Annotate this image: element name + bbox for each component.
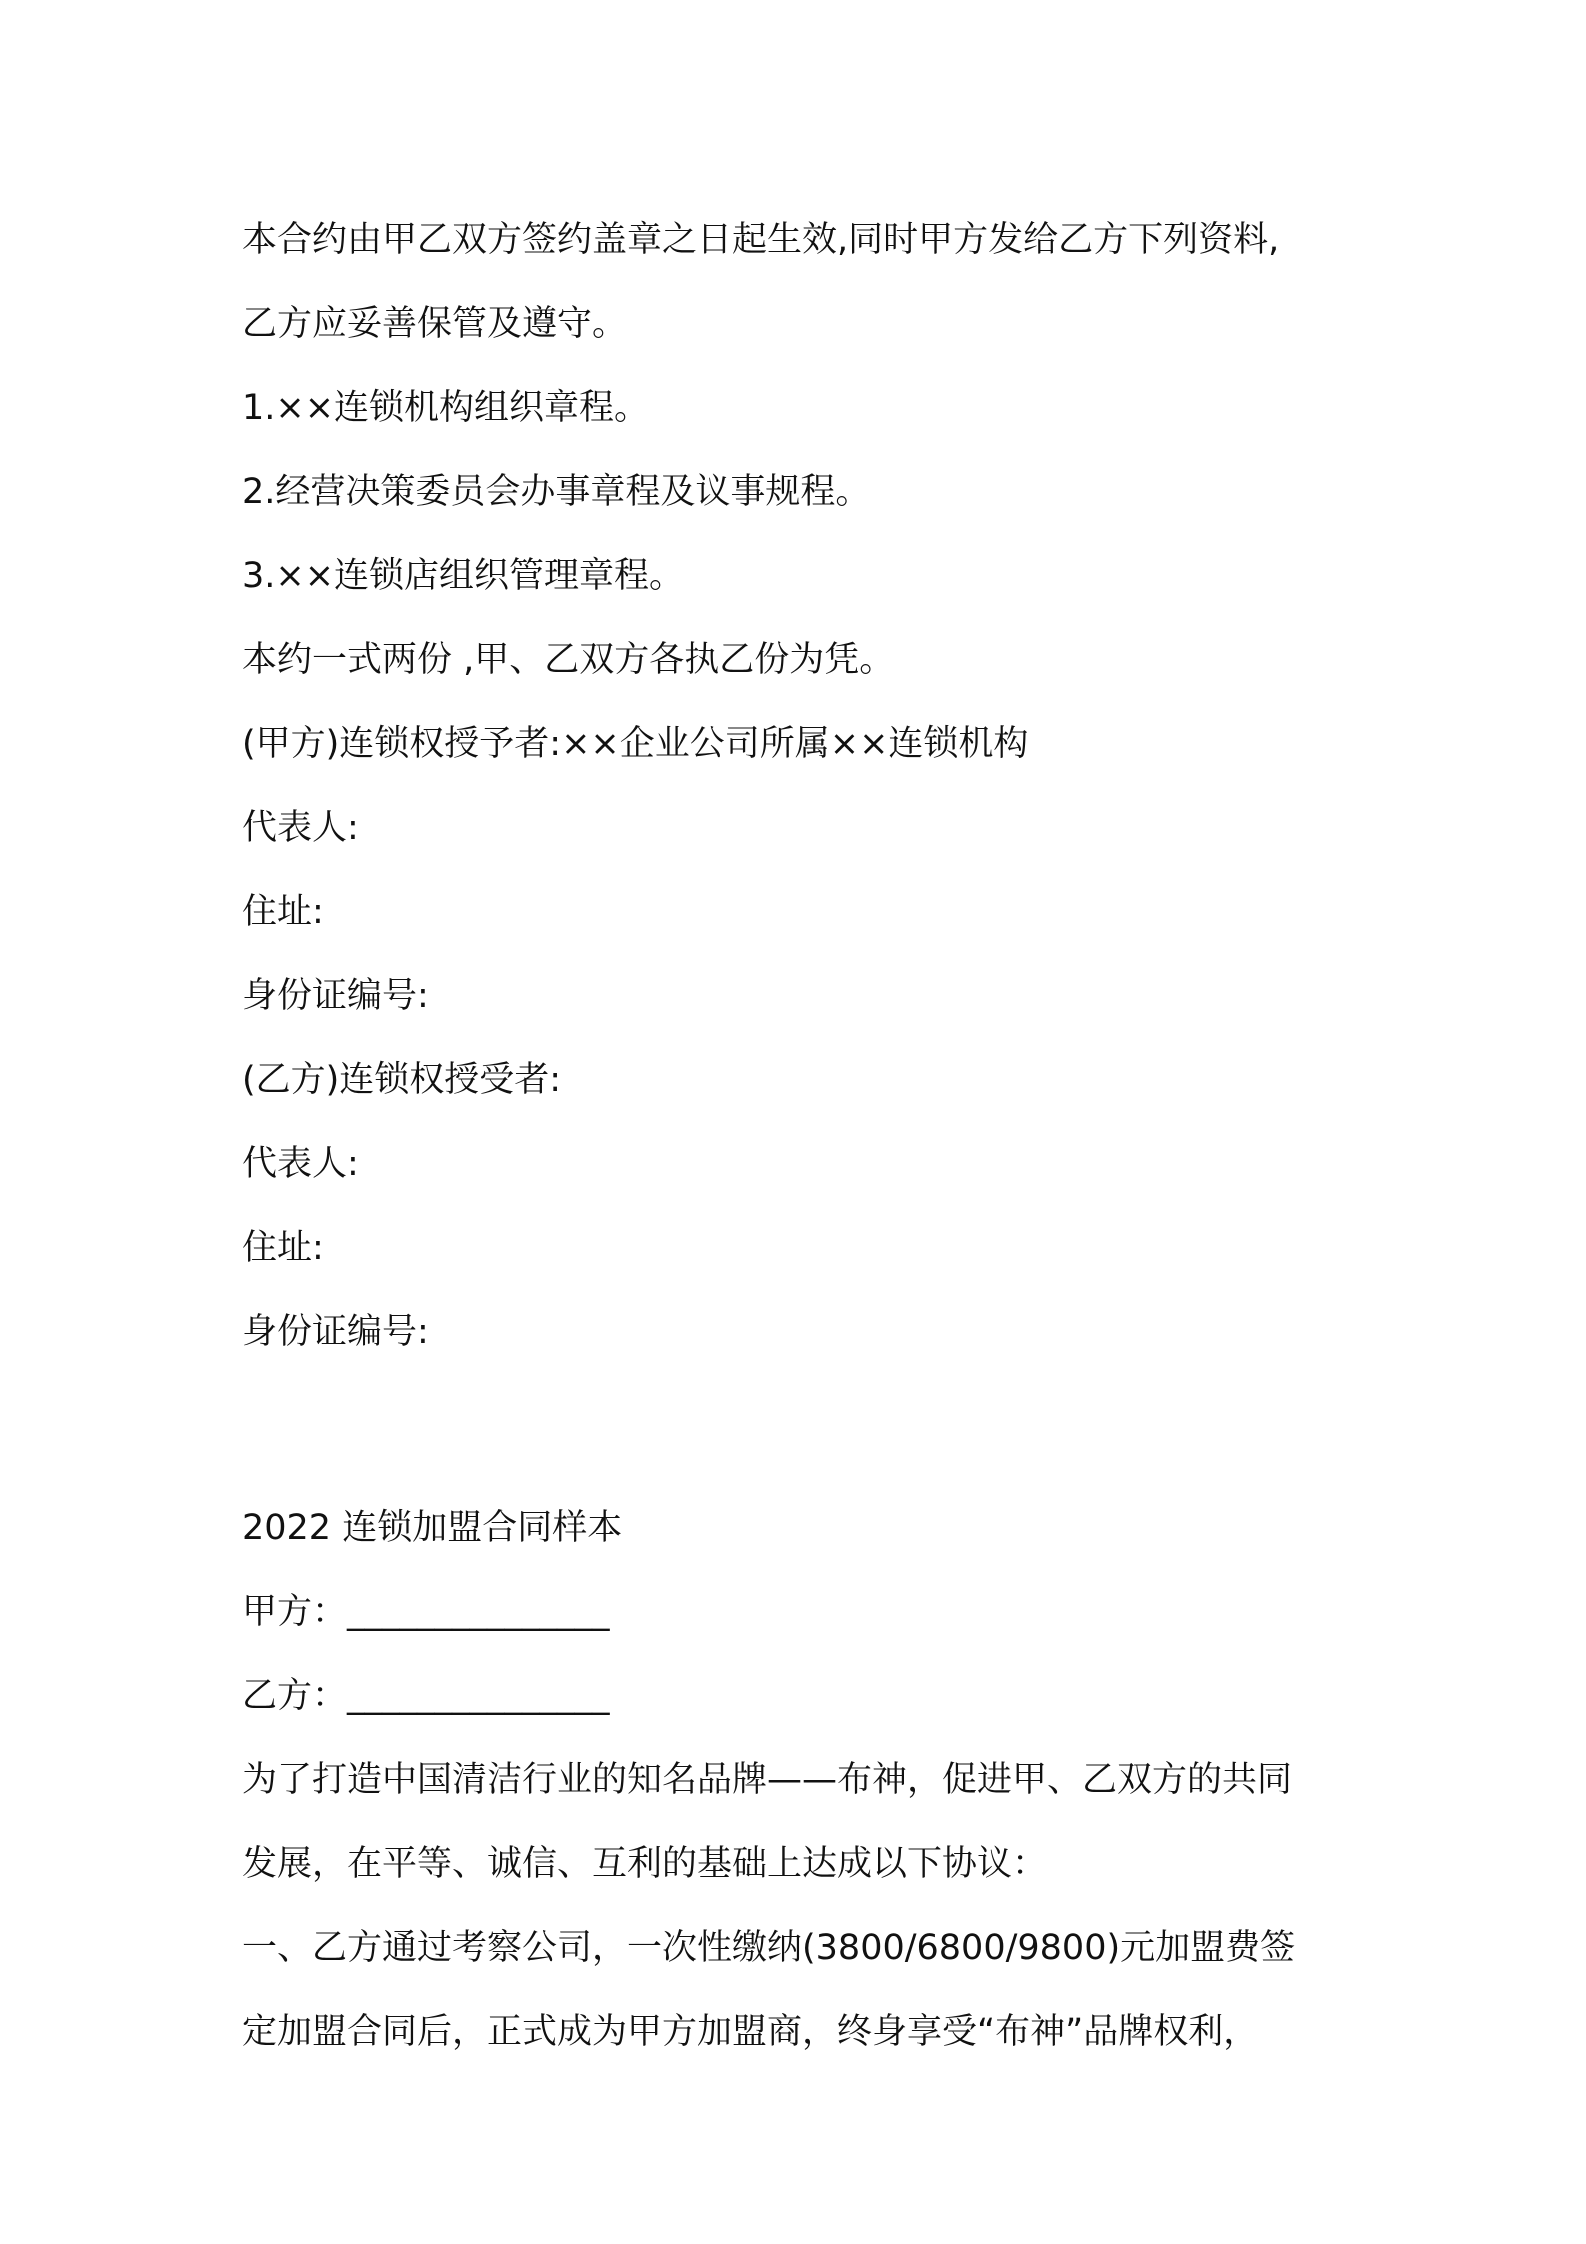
address-field: 住址: xyxy=(242,892,324,932)
paragraph-line: 为了打造中国清洁行业的知名品牌——布神，促进甲、乙双方的共同 xyxy=(242,1760,1293,1800)
id-number-field: 身份证编号: xyxy=(242,976,429,1016)
paragraph-line: 定加盟合同后，正式成为甲方加盟商，终身享受“布神”品牌权利， xyxy=(242,2012,1259,2052)
paragraph-line: 乙方应妥善保管及遵守。 xyxy=(242,304,628,344)
id-number-field: 身份证编号: xyxy=(242,1312,429,1352)
paragraph-line: 一、乙方通过考察公司，一次性缴纳(3800/6800/9800)元加盟费签 xyxy=(242,1928,1296,1968)
party-b-line: (乙方)连锁权授受者: xyxy=(242,1060,562,1100)
representative-field: 代表人: xyxy=(242,1144,359,1184)
list-item: 3.××连锁店组织管理章程。 xyxy=(242,556,685,596)
section-spacer xyxy=(242,1374,1352,1486)
paragraph-line: 本约一式两份 ,甲、乙双方各执乙份为凭。 xyxy=(242,640,895,680)
paragraph-line: 本合约由甲乙双方签约盖章之日起生效,同时甲方发给乙方下列资料, xyxy=(242,220,1280,260)
contract-closing-section xyxy=(242,198,1352,1374)
list-item: 2.经营决策委员会办事章程及议事规程。 xyxy=(242,472,871,512)
party-b-blank: 乙方：_______________ xyxy=(242,1676,610,1716)
party-a-blank: 甲方：_______________ xyxy=(242,1592,610,1632)
party-a-line: (甲方)连锁权授予者:××企业公司所属××连锁机构 xyxy=(242,724,1029,764)
franchise-contract-section xyxy=(242,1486,1352,2074)
paragraph-line: 发展，在平等、诚信、互利的基础上达成以下协议： xyxy=(242,1844,1048,1884)
list-item: 1.××连锁机构组织章程。 xyxy=(242,388,650,428)
document-title: 2022 连锁加盟合同样本 xyxy=(242,1508,623,1548)
representative-field: 代表人: xyxy=(242,808,359,848)
document-body xyxy=(242,198,1352,2074)
address-field: 住址: xyxy=(242,1228,324,1268)
